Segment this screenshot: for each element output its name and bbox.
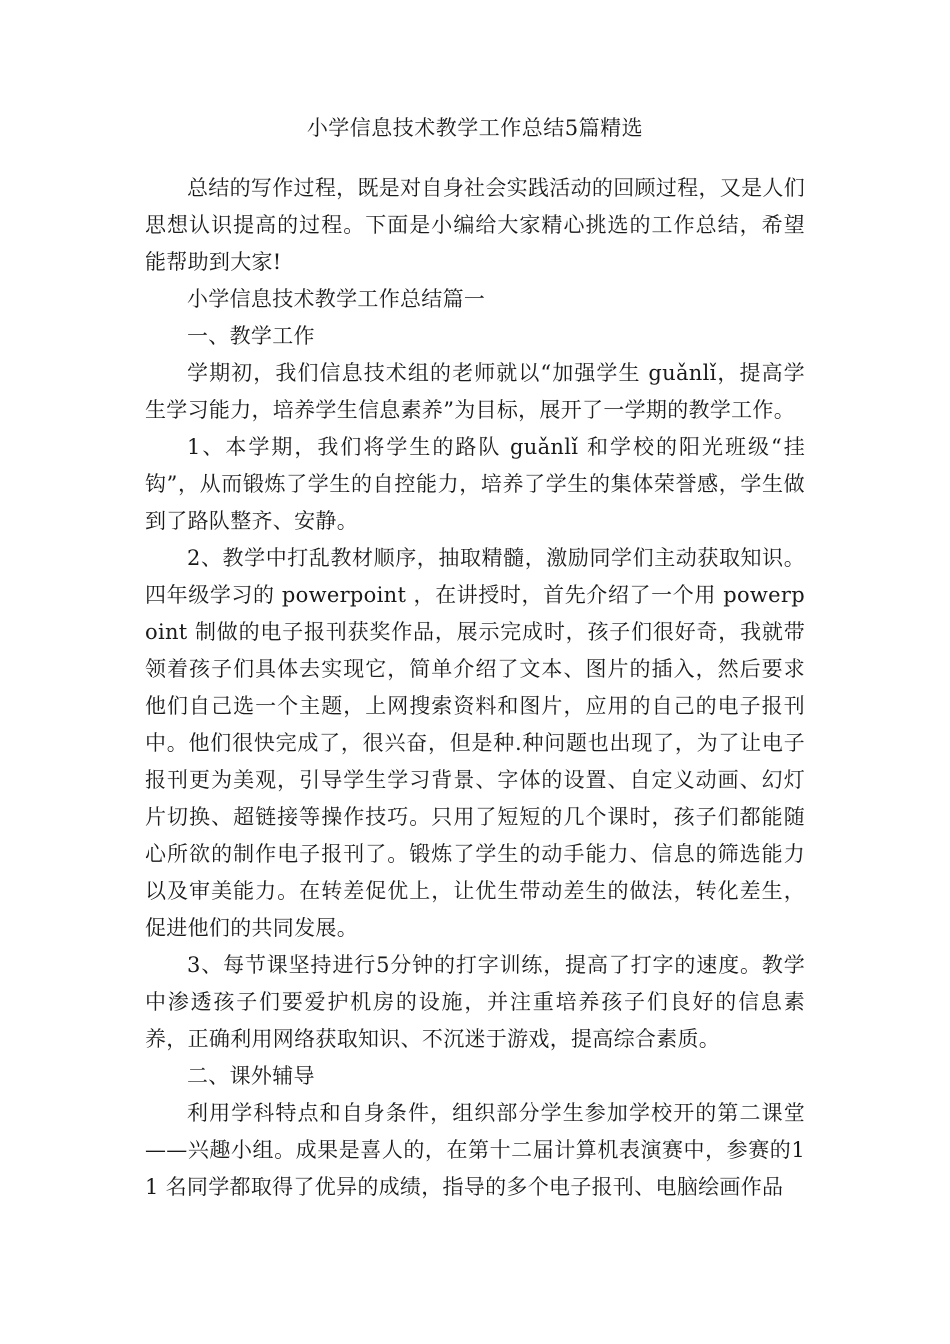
section-heading: 小学信息技术教学工作总结篇一 [187,287,486,311]
body-paragraph: 3、每节课坚持进行5分钟的打字训练，提高了打字的速度。教学中渗透孩子们要爱护机房的设施，并注重培养孩子们良好的信息素养，正确利用网络获取知识、不沉迷于游戏，提高综合素质。 [145,953,805,1051]
subsection-heading: 二、课外辅导 [187,1064,315,1088]
subsection-heading: 一、教学工作 [187,324,315,348]
body-paragraph: 1、本学期，我们将学生的路队 guǎnlǐ 和学校的阳光班级“挂钩”，从而锻炼了学生的自控能力，培养了学生的集体荣誉感，学生做到了路队整齐、安静。 [145,435,805,533]
body-paragraph: 学期初，我们信息技术组的老师就以“加强学生 guǎnlǐ，提高学生学习能力，培养学生信息素养”为目标，展开了一学期的教学工作。 [145,361,805,422]
body-paragraph: 2、教学中打乱教材顺序，抽取精髓，激励同学们主动获取知识。四年级学习的 powerpoint ，在讲授时，首先介绍了一个用 powerpoint 制做的电子报刊获奖作品，展示完成时，孩子们很好奇，我就带领着孩子们具体去实现它，简单介绍了文本、图片的插入，然后要求他们自己选一个主题，上网搜索资料和图片，应用的自己的电子报刊中。他们很快完成了，很兴奋，但是种.种问题也出现了，为了让电子报刊更为美观，引导学生学习背景、字体的设置、自定义动画、幻灯片切换、超链接等操作技巧。只用了短短的几个课时，孩子们都能随心所欲的制作电子报刊了。锻炼了学生的动手能力、信息的筛选能力以及审美能力。在转差促优上，让优生带动差生的做法，转化差生，促进他们的共同发展。 [145,546,805,940]
document-body [145,170,805,1206]
document-title: 小学信息技术教学工作总结5篇精选 [306,116,644,140]
body-paragraph: 利用学科特点和自身条件，组织部分学生参加学校开的第二课堂——兴趣小组。成果是喜人的，在第十二届计算机表演赛中，参赛的11 名同学都取得了优异的成绩，指导的多个电子报刊、电脑绘画作品 [145,1101,805,1199]
intro-paragraph: 总结的写作过程，既是对自身社会实践活动的回顾过程，又是人们思想认识提高的过程。下面是小编给大家精心挑选的工作总结，希望能帮助到大家! [145,176,805,274]
